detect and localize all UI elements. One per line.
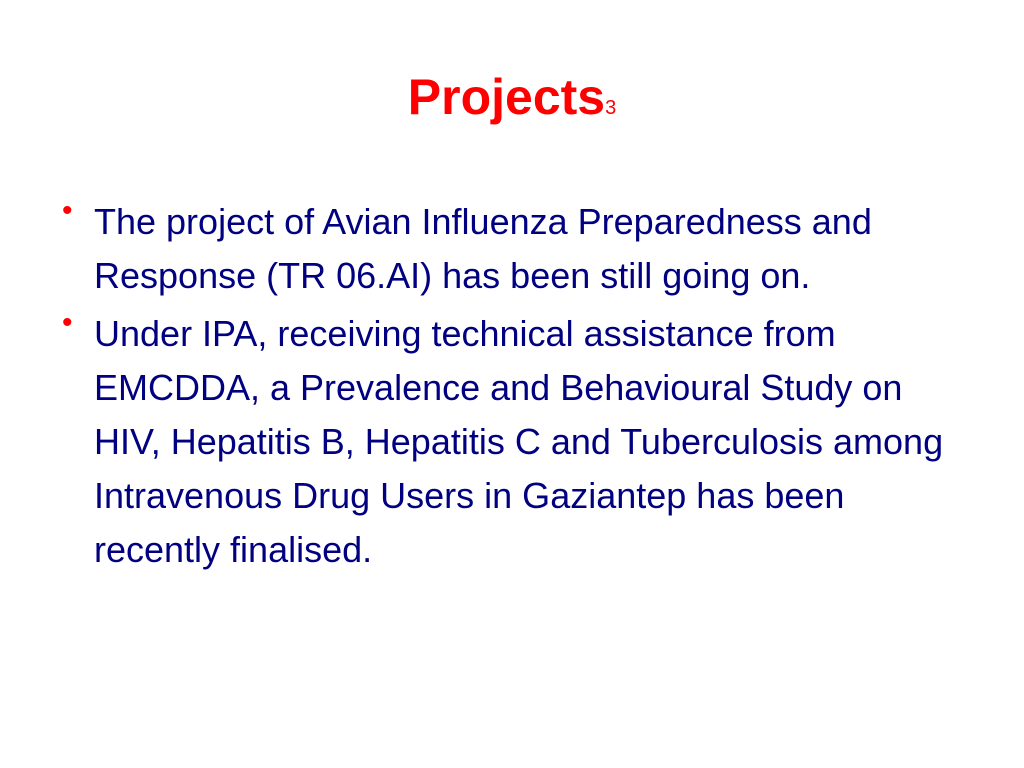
slide-title: [0, 62, 1024, 143]
bullet-item: [56, 195, 956, 303]
slide-title-subscript: 3: [605, 97, 617, 119]
bullet-text: The project of Avian Influenza Preparedness and Response (TR 06.AI) has been still going on.: [94, 201, 872, 296]
bullet-marker-icon: •: [62, 306, 73, 339]
bullet-list: [56, 195, 956, 581]
bullet-item: [56, 307, 956, 577]
bullet-text: Under IPA, receiving technical assistance from EMCDDA, a Prevalence and Behavioural Study on HIV, Hepatitis B, Hepatitis C and Tuberculosis among Intravenous Drug Users in Gaziantep has been recently finalised.: [94, 313, 944, 570]
bullet-marker-icon: •: [62, 194, 73, 227]
slide-title-text: Projects: [407, 69, 606, 125]
